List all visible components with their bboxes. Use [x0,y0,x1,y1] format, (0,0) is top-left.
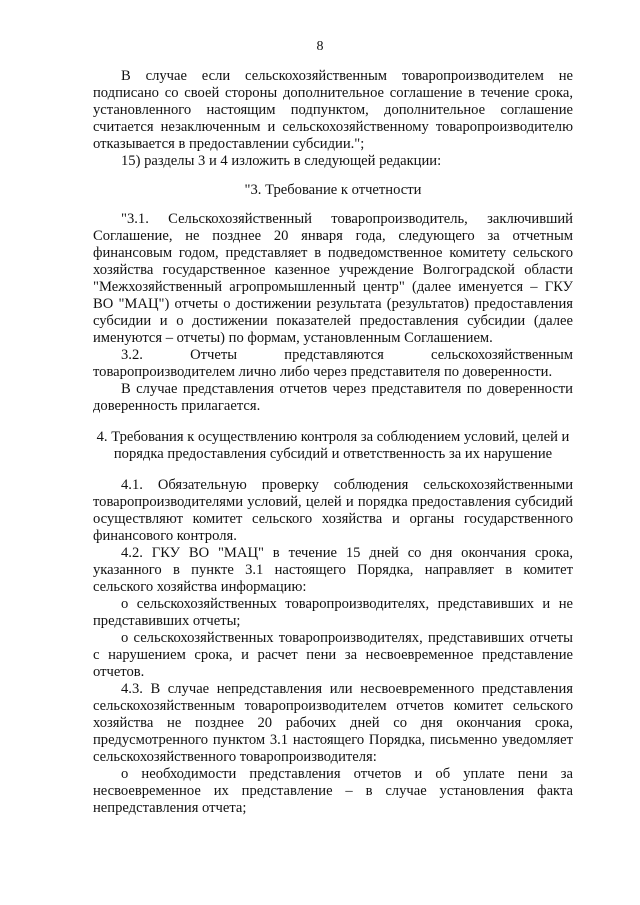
paragraph-3-1: "3.1. Сельскохозяйственный товаропроизводитель, заключивший Соглашение, не позднее 20 января года, следующего за отчетным финансовым годом, представляет в подведомственное комитету сельского хозяйства государственное казенное учреждение Волгоградской области "Межхозяйственный агропромышленный центр" (далее именуется – ГКУ ВО "МАЦ") отчеты о достижении результата (результатов) предоставления субсидии и о достижении показателей предоставления субсидии (далее именуются – отчеты) по формам, установленным Соглашением. [93,211,573,346]
paragraph-3-2-proxy: В случае представления отчетов через представителя по доверенности доверенность прилагается. [93,381,573,414]
section-3-heading: "3. Требование к отчетности [244,182,422,198]
paragraph-4-2-item-2: о сельскохозяйственных товаропроизводителях, представивших отчеты с нарушением срока, и расчет пени за несвоевременное представление отчетов. [93,630,573,680]
paragraph-4-3: 4.3. В случае непредставления или несвоевременного представления сельскохозяйственным товаропроизводителем отчетов комитет сельского хозяйства не позднее 20 рабочих дней со дня окончания срока, предусмотренного пунктом 3.1 настоящего Порядка, письменно уведомляет сельскохозяйственного товаропроизводителя: [93,681,573,765]
paragraph-4-2-item-1: о сельскохозяйственных товаропроизводителях, представивших и не представивших отчеты; [93,596,573,629]
paragraph-4-2: 4.2. ГКУ ВО "МАЦ" в течение 15 дней со дня окончания срока, указанного в пункте 3.1 настоящего Порядка, направляет в комитет сельского хозяйства информацию: [93,545,573,595]
paragraph-4-1: 4.1. Обязательную проверку соблюдения сельскохозяйственными товаропроизводителями условий, целей и порядка предоставления субсидий осуществляют комитет сельского хозяйства и органы государственного финансового контроля. [93,477,573,544]
section-4-heading: 4. Требования к осуществлению контроля за соблюдением условий, целей и порядка предоставления субсидий и ответственность за их нарушение [96,429,570,462]
paragraph-2: 15) разделы 3 и 4 изложить в следующей редакции: [121,153,442,169]
document-body [93,68,573,817]
paragraph-1: В случае если сельскохозяйственным товаропроизводителем не подписано со своей стороны дополнительное соглашение в течение срока, установленного настоящим подпунктом, дополнительное соглашение считается незаключенным и сельскохозяйственному товаропроизводителю отказывается в предоставлении субсидии."; [93,68,573,152]
paragraph-3-2: 3.2. Отчеты представляются сельскохозяйственным товаропроизводителем лично либо через представителя по доверенности. [93,347,573,380]
page-number: 8 [316,39,324,54]
paragraph-4-3-item-1: о необходимости представления отчетов и об уплате пени за несвоевременное их представление – в случае установления факта непредставления отчета; [93,766,573,816]
